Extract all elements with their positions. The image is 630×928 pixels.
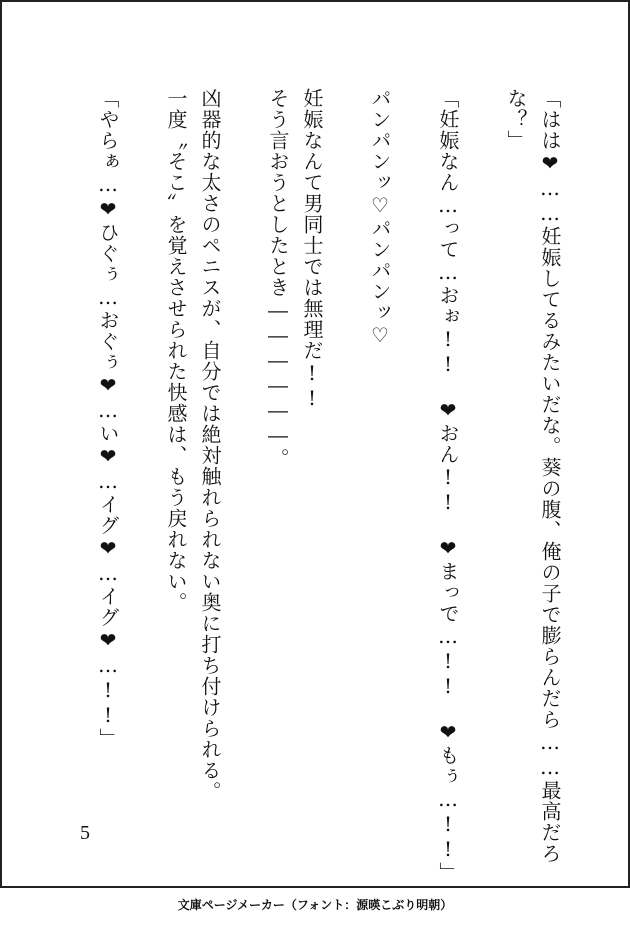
text-column-4: 「妊娠なん…って…おぉ!! ❤おん!! ❤まっで…!! ❤もぅ…!!」 <box>436 88 460 883</box>
text-column-8: 妊娠なんて男同士では無理だ!! <box>300 88 324 411</box>
page-number: 5 <box>80 822 90 844</box>
text-column-11: 凶器的な太さのペニスが、自分では絶対触れられない奥に打ち付けられる。 <box>198 88 222 802</box>
text-column-1: 「はは❤……妊娠してるみたいだな。葵の腹、俺の子で膨らんだら……最高だろ <box>538 88 562 864</box>
footer-credit: 文庫ページメーカー（フォント：源暎こぶり明朝） <box>177 898 453 912</box>
vertical-text-body <box>95 88 565 883</box>
text-column-2: な？」 <box>504 88 528 151</box>
text-column-12: 一度〝そこ〟を覚えさせられた快感は、もう戻れない。 <box>164 88 188 613</box>
text-column-14: 「やらぁ…❤ひぐぅ…おぐぅ❤…い❤…イグ❤…イグ❤…!!」 <box>96 88 120 749</box>
text-column-6: パンパンッ♡パンパンッ♡ <box>368 88 392 348</box>
text-column-9: そう言おうとしたとき――――――。 <box>266 88 290 469</box>
